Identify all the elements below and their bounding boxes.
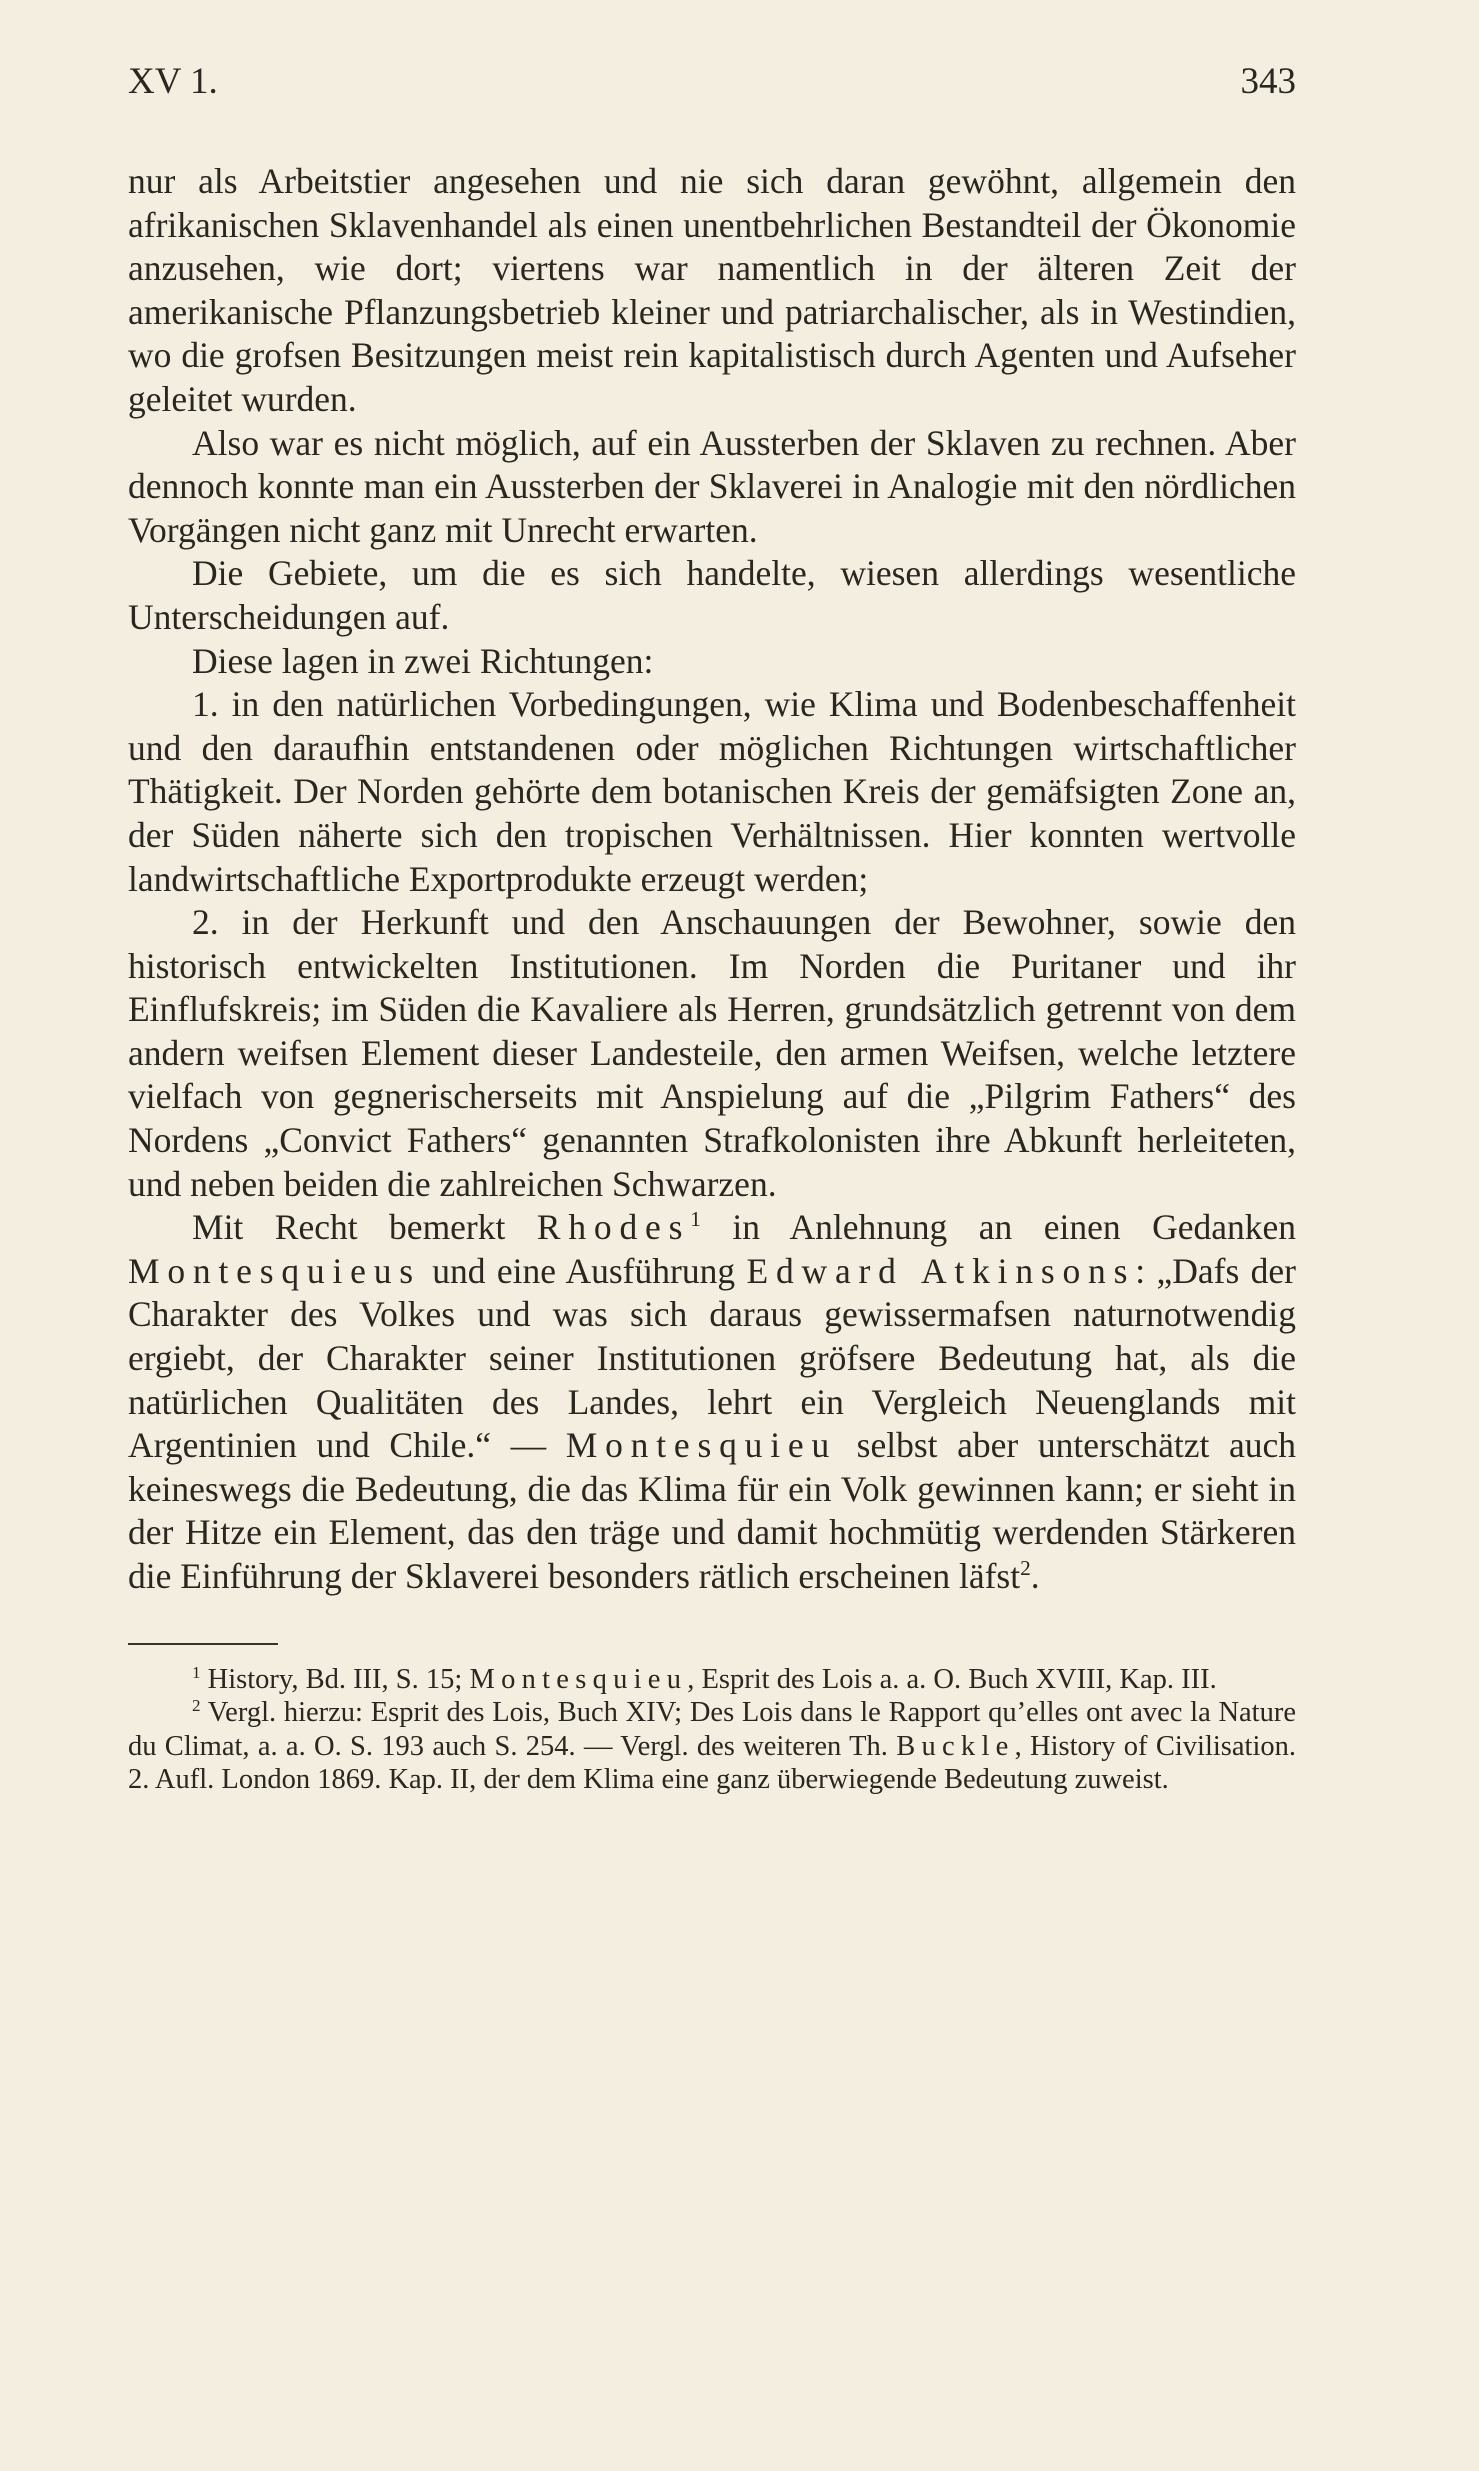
paragraph-rhodes <box>128 1206 1296 1598</box>
paragraph: nur als Arbeitstier angesehen und nie sich daran gewöhnt, allgemein den afrikanischen Sklavenhandel als einen unentbehrlichen Bestandteil der Ökonomie anzusehen, wie dort; viertens war namentlich in der älteren Zeit der amerikanische Pflanzungsbetrieb kleiner und patriarchalischer, als in Westindien, wo die grofsen Besitzungen meist rein kapitalistisch durch Agenten und Aufseher geleitet wurden. <box>128 161 1296 419</box>
text-run: Mit Recht bemerkt <box>192 1207 537 1248</box>
footnote-ref: 1 <box>690 1207 701 1232</box>
text-run: : „Dafs der Charakter des Volkes und was sich daraus gewissermafsen naturnotwendig ergiebt, der Charakter seiner Institutionen gröfsere Bedeutung hat, als die natürlichen Qualitäten des Landes, lehrt ein Vergleich Neuenglands mit Argentinien und Chile.“ — <box>128 1250 1296 1466</box>
person-name: Montesquieu <box>469 1663 688 1695</box>
text-run: und eine Ausführung <box>420 1250 747 1291</box>
main-text <box>128 160 1296 1599</box>
text-run: , Esprit des Lois a. a. O. Buch XVIII, Kap. III. <box>687 1663 1217 1695</box>
person-name: Montesquieu <box>565 1425 838 1466</box>
signature-mark: XV 1. <box>128 61 218 102</box>
footnote <box>128 1696 1296 1797</box>
footnote-ref: 2 <box>1020 1556 1031 1581</box>
paragraph: 2. in der Herkunft und den Anschauungen der Bewohner, sowie den historisch entwickelten Institutionen. Im Norden die Puritaner und ihr Einflufskreis; im Süden die Kavaliere als Herren, grundsätzlich getrennt von dem andern weifsen Element dieser Landesteile, den armen Weifsen, welche letztere vielfach von gegnerischerseits mit Anspielung auf die „Pilgrim Fathers“ des Nordens „Convict Fathers“ genannten Strafkolonisten ihre Abkunft herleiteten, und neben beiden die zahlreichen Schwarzen. <box>128 902 1296 1204</box>
text-run: History, Bd. III, S. 15; <box>200 1663 470 1695</box>
person-name: Edward Atkinsons <box>746 1250 1136 1291</box>
page-number: 343 <box>1240 61 1296 102</box>
book-page <box>128 60 1296 1797</box>
text-run: , History of Civilisation. 2. Aufl. London 1869. Kap. II, der dem Klima eine ganz überwiegende Bedeutung zuweist. <box>128 1730 1296 1796</box>
text-run: Vergl. hierzu: Esprit des Lois, Buch XIV; Des Lois dans le Rapport qu’elles ont avec la Nature du Climat, a. a. O. S. 193 auch S. 254. — Vergl. des weiteren Th. <box>128 1697 1296 1762</box>
paragraph: 1. in den natürlichen Vorbedingungen, wie Klima und Bodenbeschaffenheit und den daraufhin entstandenen oder möglichen Richtungen wirtschaftlicher Thätigkeit. Der Norden gehörte dem botanischen Kreis der gemäfsigten Zone an, der Süden näherte sich den tropischen Verhältnissen. Hier konnten wertvolle landwirtschaftliche Exportprodukte erzeugt werden; <box>128 684 1296 899</box>
paragraph: Also war es nicht möglich, auf ein Aussterben der Sklaven zu rechnen. Aber dennoch konnte man ein Aussterben der Sklaverei in Analogie mit den nördlichen Vorgängen nicht ganz mit Unrecht erwarten. <box>128 422 1296 550</box>
person-name: Montesquieus <box>128 1250 421 1291</box>
person-name: Buckle <box>896 1730 1015 1762</box>
person-name: Rhodes <box>536 1207 691 1248</box>
paragraph: Die Gebiete, um die es sich handelte, wiesen allerdings wesentliche Unterscheidungen auf. <box>128 553 1296 637</box>
text-run: in Anlehnung an einen Gedanken <box>700 1207 1296 1248</box>
footnote-marker: 1 <box>192 1662 201 1682</box>
paragraph: Diese lagen in zwei Richtungen: <box>192 640 654 681</box>
footnote-marker: 2 <box>192 1695 201 1715</box>
text-run: . <box>1030 1556 1040 1596</box>
footnotes <box>128 1663 1296 1797</box>
text-run: selbst aber unterschätzt auch keineswegs die Bedeutung, die das Klima für ein Volk gewinnen kann; er sieht in der Hitze ein Element, das den träge und damit hochmütig werdenden Stärkeren die Einführung der Sklaverei besonders rätlich erscheinen läfst <box>128 1425 1296 1596</box>
footnote <box>128 1663 1296 1697</box>
running-header <box>128 60 1296 104</box>
footnote-divider <box>128 1643 278 1645</box>
